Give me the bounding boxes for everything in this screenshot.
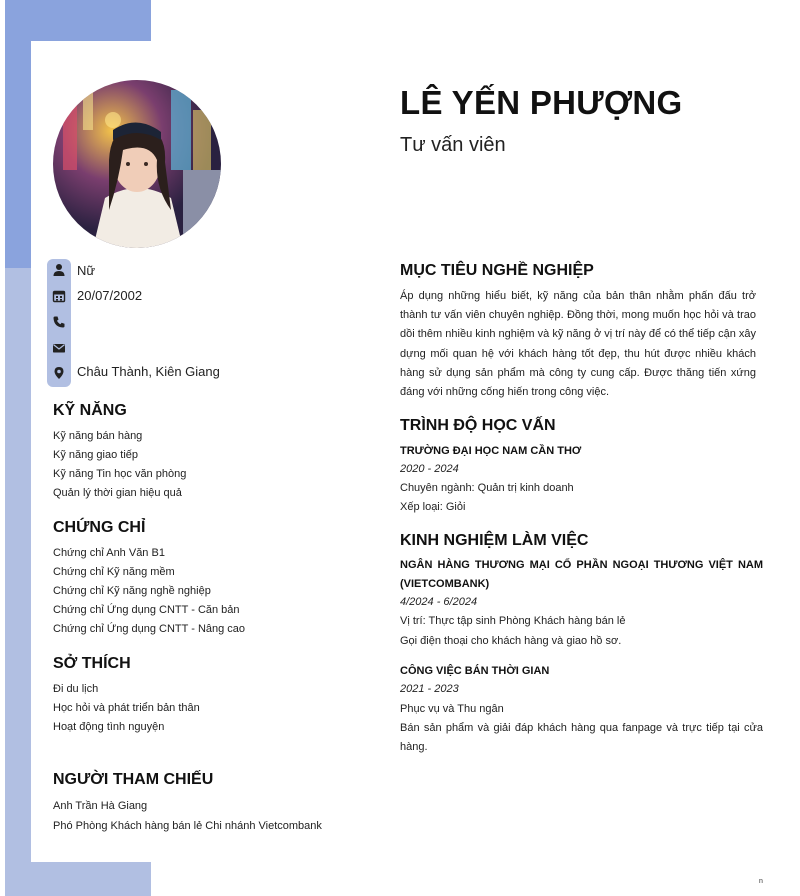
objective-heading: MỤC TIÊU NGHỀ NGHIỆP bbox=[400, 262, 594, 279]
location-pin-icon bbox=[52, 366, 66, 380]
phone-icon bbox=[52, 315, 66, 329]
certificate-item: Chứng chỉ Kỹ năng mềm bbox=[53, 566, 175, 578]
hobby-item: Học hỏi và phát triển bản thân bbox=[53, 702, 200, 714]
job-position: Vị trí: Thực tập sinh Phòng Khách hàng bán lẻ bbox=[400, 615, 626, 627]
education-period: 2020 - 2024 bbox=[400, 463, 459, 475]
experience-heading: KINH NGHIỆM LÀM VIỆC bbox=[400, 532, 589, 549]
calendar-icon bbox=[52, 289, 66, 303]
page-number: n bbox=[759, 878, 763, 885]
job-company: NGÂN HÀNG THƯƠNG MẠI CỔ PHẦN NGOẠI THƯƠNG VIỆT NAM (VIETCOMBANK) bbox=[400, 559, 763, 590]
candidate-role: Tư vấn viên bbox=[400, 134, 506, 156]
skills-heading: KỸ NĂNG bbox=[53, 402, 127, 419]
certificate-item: Chứng chỉ Kỹ năng nghề nghiệp bbox=[53, 585, 211, 597]
education-major: Chuyên ngành: Quản trị kinh doanh bbox=[400, 482, 574, 494]
certificate-item: Chứng chỉ Anh Văn B1 bbox=[53, 547, 165, 559]
job-period: 4/2024 - 6/2024 bbox=[400, 596, 478, 608]
contact-birthday: 20/07/2002 bbox=[77, 288, 143, 303]
profile-photo bbox=[53, 80, 221, 248]
person-icon bbox=[52, 263, 66, 277]
job-description: Gọi điện thoại cho khách hàng và giao hồ sơ. bbox=[400, 635, 622, 647]
contact-address: Châu Thành, Kiên Giang bbox=[77, 364, 220, 379]
skill-item: Quản lý thời gian hiệu quả bbox=[53, 487, 182, 499]
certificate-item: Chứng chỉ Ứng dụng CNTT - Nâng cao bbox=[53, 623, 246, 635]
education-school: TRƯỜNG ĐẠI HỌC NAM CẦN THƠ bbox=[400, 445, 582, 457]
job-description: Bán sản phẩm và giải đáp khách hàng qua fanpage và trực tiếp tại cửa hàng. bbox=[400, 722, 763, 753]
mail-icon bbox=[52, 341, 66, 355]
job-company: CÔNG VIỆC BÁN THỜI GIAN bbox=[400, 665, 550, 677]
certificates-heading: CHỨNG CHỈ bbox=[53, 519, 146, 536]
skill-item: Kỹ năng bán hàng bbox=[53, 430, 143, 442]
reference-item: Phó Phòng Khách hàng bán lẻ Chi nhánh Vietcombank bbox=[53, 820, 322, 832]
skill-item: Kỹ năng Tin học văn phòng bbox=[53, 468, 187, 480]
reference-item: Anh Trần Hà Giang bbox=[53, 800, 148, 812]
objective-text: Áp dụng những hiểu biết, kỹ năng của bản thân nhằm phấn đấu trở thành tư vấn viên chuyên nghiệp. Đồng thời, mong muốn học hỏi và trao dồi thêm nhiều kinh nghiệm và kỹ năng ở vị trí này để có thể tiếp cận xây dựng mối quan hệ với khách hàng tốt đẹp, thu hút được nhiều khách hàng sử dụng sản phẩm mà công ty cung cấp. Được thăng tiến xứng đáng với những cống hiến trong công việc. bbox=[400, 290, 756, 399]
job-period: 2021 - 2023 bbox=[400, 683, 459, 695]
education-heading: TRÌNH ĐỘ HỌC VẤN bbox=[400, 417, 556, 434]
hobbies-heading: SỞ THÍCH bbox=[53, 655, 131, 672]
hobbies-list bbox=[53, 680, 200, 737]
certificates-list bbox=[53, 544, 245, 639]
contact-gender: Nữ bbox=[77, 263, 96, 278]
hobby-item: Hoạt động tình nguyện bbox=[53, 721, 165, 733]
candidate-name: LÊ YẾN PHƯỢNG bbox=[400, 84, 683, 121]
hobby-item: Đi du lịch bbox=[53, 683, 99, 695]
references-list bbox=[53, 796, 322, 836]
skills-list bbox=[53, 427, 186, 503]
certificate-item: Chứng chỉ Ứng dụng CNTT - Căn bản bbox=[53, 604, 240, 616]
job-position: Phục vụ và Thu ngân bbox=[400, 703, 504, 715]
references-heading: NGƯỜI THAM CHIẾU bbox=[53, 771, 214, 788]
skill-item: Kỹ năng giao tiếp bbox=[53, 449, 139, 461]
education-rank: Xếp loại: Giỏi bbox=[400, 501, 466, 513]
